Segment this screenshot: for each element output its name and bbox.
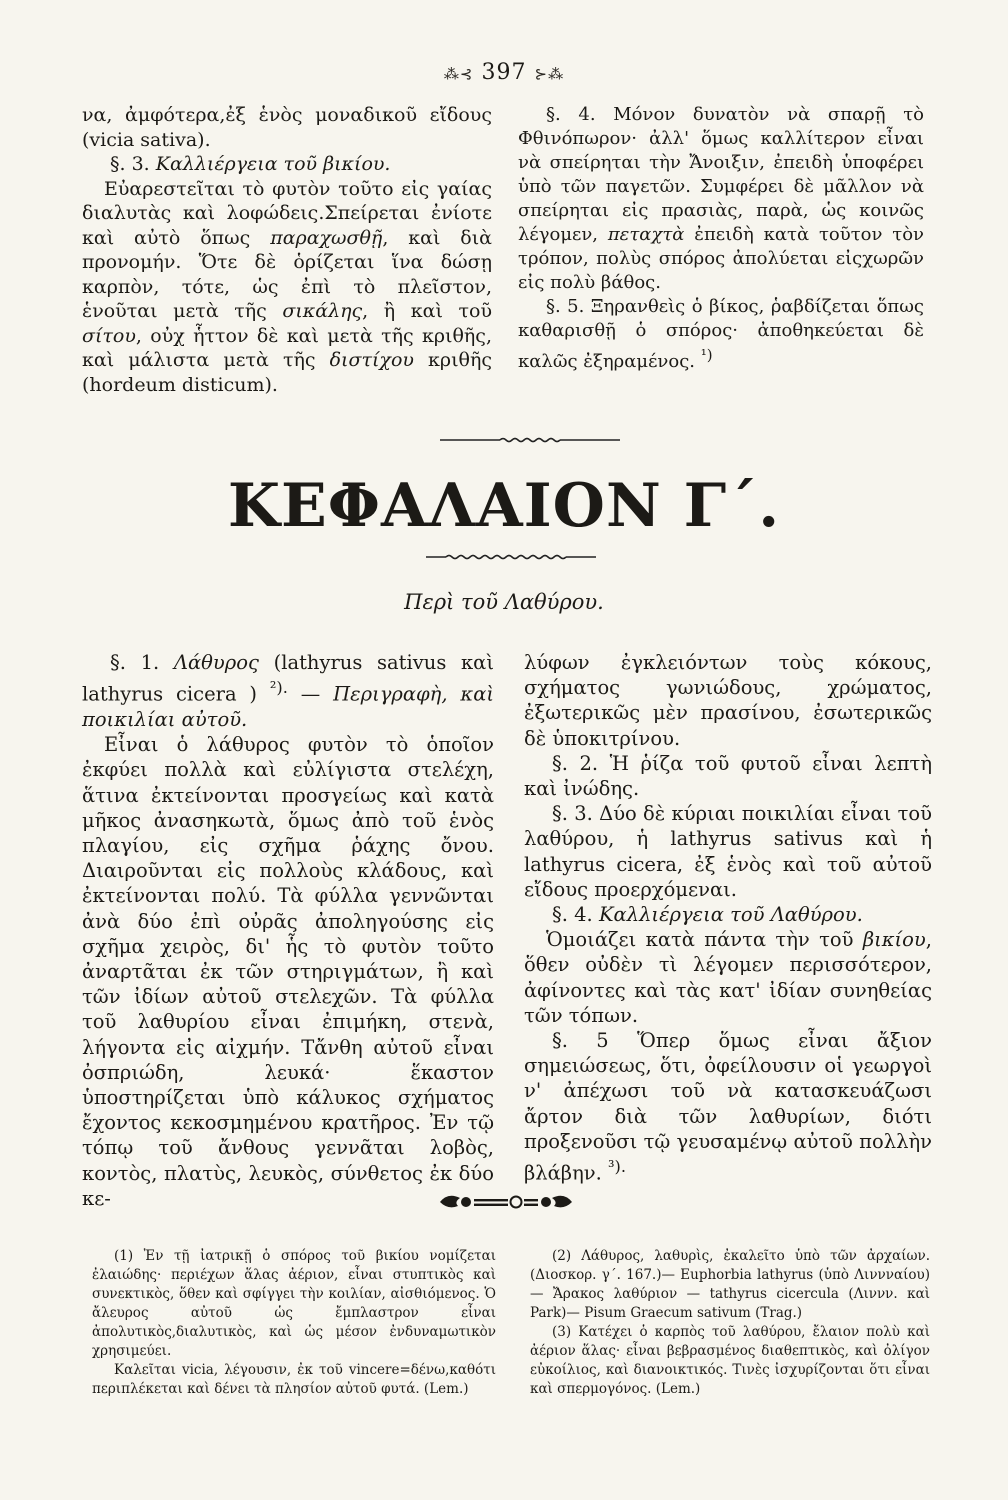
section-3-paragraph — [82, 177, 492, 398]
footnotes-left — [92, 1247, 496, 1399]
section-3-heading — [82, 152, 492, 177]
lower-left-column — [82, 650, 494, 1211]
footnote-ref: ³). — [608, 1157, 627, 1177]
section-4-paragraph — [524, 927, 932, 1028]
end-ornament-icon — [436, 1188, 576, 1216]
text-run: , ὅθεν οὐδὲν τὶ λέγομεν περισσότερον, ἀφίνοντες καὶ τὰς κατ' ἰδίαν συνηθείας τῶν τόπων. — [524, 928, 932, 1027]
text-run: Μόνον δυνατὸν νὰ σπαρῇ τὸ Φθινόπωρον· ἀλλ' ὅμως καλλίτερον εἶναι νὰ σπείρηται τὴν Ἄνοιξιν, ἐπειδὴ ὑποφέρει ὑπὸ τῶν παγετῶν. Συμφέρει δὲ μᾶλλον νὰ σπείρηται εἰς πρασιὰς, παρὰ, ὡς κοινῶς λέγομεν, — [518, 104, 924, 245]
chapter-subtitle: Περὶ τοῦ Λαθύρου. — [404, 590, 604, 614]
wavy-rule-icon — [426, 553, 596, 561]
emphasis: παραχωσθῇ — [270, 226, 383, 249]
footnote-ref: ¹) — [700, 346, 713, 364]
text-run: Ἡ ῥίζα τοῦ φυτοῦ εἶναι λεπτὴ καὶ ἰνώδης. — [524, 751, 932, 801]
continued-paragraph: λύφων ἐγκλειόντων τοὺς κόκους, σχήματος γωνιώδους, χρώματος, ἐξωτερικῶς μὲν πρασίνου, ἐσωτερικῶς δὲ ὑποκιτρίνου. — [524, 651, 932, 750]
chapter-title: ΚΕΦΑΛΑΙΟΝ Γ΄. — [227, 471, 781, 541]
emphasis: πεταχτὰ — [607, 224, 685, 245]
section-5-paragraph — [524, 1028, 932, 1186]
section-label: §. 5. — [546, 296, 585, 317]
footnote-ref: ²). — [269, 678, 288, 698]
footnote-1-continued: Καλεῖται vicia, λέγουσιν, ἐκ τοῦ vincere=δένω,καθότι περιπλέκεται καὶ δένει τὰ πλησίον αὐτοῦ φυτά. (Lem.) — [92, 1362, 496, 1397]
footnote-3: (3) Κατέχει ὁ καρπὸς τοῦ λαθύρου, ἔλαιον πολὺ καὶ ἀέριον ἅλας· εἶναι βεβρασμένος διαθεπτικὸς, καὶ ὀλίγον εὐκοίλιος, καὶ διανοικτικός. Τινὲς ἰσχυρίζονται ὅτι εἶναι καὶ σπερμογόνος. (Lem.) — [530, 1324, 930, 1397]
text-run: Ξηρανθεὶς ὁ βίκος, ῥαβδίζεται ὅπως καθαρισθῇ ὁ σπόρος· ἀποθηκεύεται δὲ καλῶς ἐξηραμένος. — [518, 296, 924, 372]
footnote-1: (1) Ἐν τῇ ἰατρικῇ ὁ σπόρος τοῦ βικίου νομίζεται ἐλαιώδης· περιέχων ἅλας ἀέριον, εἶναι στυπτικὸς καὶ συνεκτικὸς, ὅθεν καὶ σφίγγει τὴν κοιλίαν, αἰσθιόμενος. Ὁ ἄλευρος αὐτοῦ ὡς ἔμπλαστρον εἶναι ἀπολυτικὸς,διαλυτικὸς, καὶ ὡς μέσον ἐνδυναμωτικὸν χρησιμεύει. — [92, 1248, 496, 1359]
section-title: Περιγραφὴ, καὶ ποικιλίαι αὐτοῦ. — [82, 682, 495, 731]
emphasis: σικάλης — [282, 300, 363, 322]
section-3-paragraph — [524, 801, 932, 902]
text-run: , ἢ καὶ τοῦ — [362, 300, 492, 322]
section-label: §. 3. — [552, 802, 593, 826]
section-2-paragraph — [524, 751, 932, 801]
text-run: Ὁμοιάζει κατὰ πάντα τὴν τοῦ — [546, 928, 854, 952]
page-number: 397 — [481, 60, 527, 85]
text-run: , οὐχ ἧττον δὲ καὶ μετὰ τῆς κριθῆς, καὶ μάλιστα μετὰ τῆς — [82, 324, 492, 371]
right-head-ornament-icon: ⊱⁂ — [534, 65, 565, 83]
section-title: Καλλιέργεια τοῦ Λαθύρου. — [598, 903, 863, 927]
section-1-heading — [82, 650, 494, 732]
lower-right-column — [524, 650, 932, 1186]
emphasis: Λάθυρος — [173, 651, 259, 674]
section-1-paragraph: Εἶναι ὁ λάθυρος φυτὸν τὸ ὁποῖον ἐκφύει πολλὰ καὶ εὐλίγιστα στελέχη, ἅτινα ἐκτείνονται προσγείως καὶ κατὰ μῆκος ἀνασηκωτὰ, ὅμως ἀπὸ τοῦ ἑνὸς πλαγίου, εἰς σχῆμα ῥάχης ὄνου. Διαιροῦνται εἰς πολλοὺς κλάδους, καὶ ἐκτείνονται πολύ. Τὰ φύλλα γεννῶνται ἀνὰ δύο ἐπὶ οὐρᾶς ἀποληγούσης εἰς σχῆμα χειρὸς, δι' ἧς τὸ φυτὸν τοῦτο ἀναρτᾶται ἐκ τῶν στηριγμάτων, ἢ καὶ τῶν ἰδίων αὐτοῦ στελεχῶν. Τὰ φύλλα τοῦ λαθυρίου εἶναι ἐπιμήκη, στενὰ, λήγοντα εἰς αἰχμήν. Τἄνθη αὐτοῦ εἶναι ὀσπριώδη, λευκά· ἕκαστον ὑποστηρίζεται ὑπὸ κάλυκος σχήματος ἔχοντος κεκοσμημένου κρατῆρος. Ἐν τῷ τόπῳ τοῦ ἄνθους γεννᾶται λοβὸς, κοντὸς, πλατὺς, λευκὸς, σύνθετος ἐκ δύο κε- — [82, 733, 494, 1210]
text-run: Δύο δὲ κύριαι ποικιλίαι εἶναι τοῦ λαθύρου, ἡ lathyrus sativus καὶ ἡ lathyrus cicera, ἐξ ἑνὸς καὶ τοῦ αὐτοῦ εἴδους προερχόμεναι. — [524, 802, 932, 901]
section-label: §. 4. — [546, 104, 596, 125]
section-title: Καλλιέργεια τοῦ βικίου. — [155, 153, 391, 175]
text-run: , καὶ διὰ προνομήν. Ὅτε δὲ ὁρίζεται ἵνα δώσῃ καρπὸν, τότε, ὡς ἐπὶ τὸ πλεῖστον, ἑνοῦται μετὰ τῆς — [82, 226, 492, 322]
text-run: Εὐαρεστεῖται τὸ φυτὸν τοῦτο εἰς γαίας διαλυτὰς καὶ λοφώδεις.Σπείρεται ἐνίοτε καὶ αὐτὸ ὅπως — [82, 177, 492, 249]
text-run: κριθῆς (hordeum disticum). — [82, 349, 493, 396]
section-label: §. 3. — [110, 153, 150, 175]
wavy-rule-icon — [440, 436, 620, 444]
emphasis: σίτου — [82, 324, 136, 347]
upper-left-column — [82, 103, 492, 397]
text-run: ἐπειδὴ κατὰ τοῦτον τὸν τρόπον, πολὺς σπόρος ἀπολύεται εἰςχωρῶν εἰς πολὺ βάθος. — [518, 224, 924, 293]
upper-right-column — [518, 103, 924, 374]
running-head — [0, 60, 1008, 85]
section-5-paragraph — [518, 295, 924, 374]
section-label: §. 1. — [110, 651, 160, 674]
text-run: Ὅπερ ὅμως εἶναι ἄξιον σημειώσεως, ὅτι, ὀφείλουσιν οἱ γεωργοὶ ν' ἀπέχωσι τοῦ νὰ κατασκευάζωσι ἄρτον διὰ τῶν λαθυρίων, διότι προξενοῦσι τῷ γευσαμένῳ αὐτοῦ πολλὴν βλάβην. — [524, 1029, 932, 1185]
section-label: §. 2. — [552, 751, 599, 775]
emphasis: διστίχου — [329, 349, 414, 371]
dash: — — [300, 682, 321, 706]
text-run: (lathyrus sativus καὶ lathyrus cicera ) — [82, 651, 494, 706]
section-label: §. 5 — [552, 1029, 609, 1053]
continued-paragraph: να, ἀμφότερα,ἐξ ἑνὸς μοναδικοῦ εἴδους (vicia sativa). — [82, 104, 492, 151]
section-4-paragraph — [518, 103, 924, 295]
footnotes-right — [530, 1247, 930, 1399]
section-4-heading — [524, 902, 932, 927]
emphasis: βικίου — [862, 928, 926, 952]
section-label: §. 4. — [552, 903, 593, 927]
footnote-2: (2) Λάθυρος, λαθυρὶς, ἐκαλεῖτο ὑπὸ τῶν ἀρχαίων. (Διοσκορ. γ΄. 167.)— Euphorbia lathyrus (ὑπὸ Λιννναίου)— Ἄρακος λαθύριον — tathyrus cicercula (Λιννν. καὶ Park)— Pisum Graecum sativum (Trag.) — [530, 1248, 930, 1321]
left-head-ornament-icon: ⁂⊰ — [443, 65, 474, 83]
